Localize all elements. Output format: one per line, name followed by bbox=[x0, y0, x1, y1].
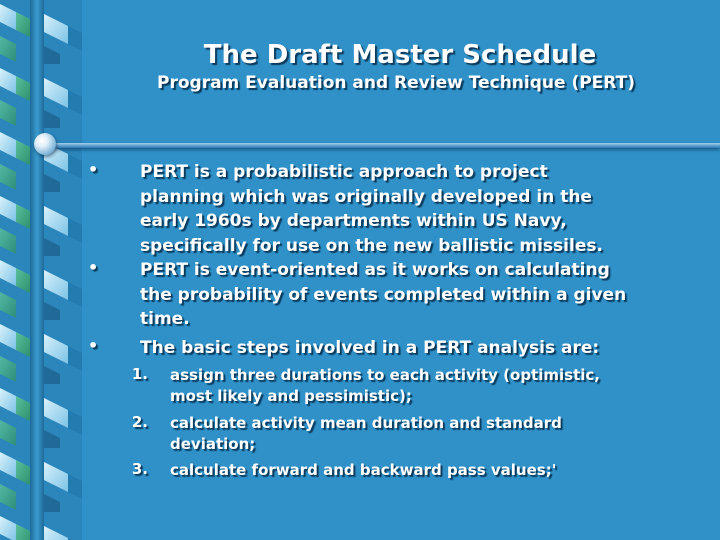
step-line: assign three durations to each activity (optimistic, bbox=[170, 366, 600, 384]
bullet-marker: • bbox=[88, 336, 99, 355]
bullet-line: specifically for use on the new ballistic missiles. bbox=[140, 235, 603, 256]
bullet-line: PERT is event-oriented as it works on calculating bbox=[140, 260, 610, 280]
bullet-marker: • bbox=[88, 258, 99, 277]
bullet-line: early 1960s by departments within US Navy, bbox=[140, 211, 567, 231]
step-line: most likely and pessimistic); bbox=[170, 387, 412, 405]
divider-rule bbox=[36, 143, 720, 148]
bullet-text bbox=[140, 160, 710, 258]
step-text bbox=[170, 460, 710, 481]
bullet-line: The basic steps involved in a PERT analysis are: bbox=[140, 338, 600, 358]
step-number: 1. bbox=[131, 365, 148, 383]
step-number: 3. bbox=[131, 460, 148, 478]
bullet-line: planning which was originally developed in the bbox=[140, 186, 592, 207]
step-line: calculate activity mean duration and standard bbox=[170, 414, 562, 432]
bullet-text bbox=[140, 258, 710, 332]
slide-title: The Draft Master Schedule bbox=[203, 40, 597, 70]
bullet-line: time. bbox=[140, 309, 190, 329]
bullet-marker: • bbox=[88, 160, 99, 179]
slide-subtitle: Program Evaluation and Review Technique (PERT) bbox=[157, 73, 635, 93]
bullet-line: the probability of events completed within a given bbox=[140, 284, 627, 305]
step-line: calculate forward and backward pass values;' bbox=[170, 461, 557, 479]
decorative-left-strip bbox=[0, 0, 82, 540]
bullet-text bbox=[140, 336, 710, 361]
step-text bbox=[170, 365, 710, 407]
divider-ball-ornament bbox=[34, 133, 56, 155]
step-line: deviation; bbox=[170, 435, 256, 453]
bullet-line: PERT is a probabilistic approach to project bbox=[140, 162, 548, 182]
step-text bbox=[170, 413, 710, 455]
step-number: 2. bbox=[131, 413, 148, 431]
